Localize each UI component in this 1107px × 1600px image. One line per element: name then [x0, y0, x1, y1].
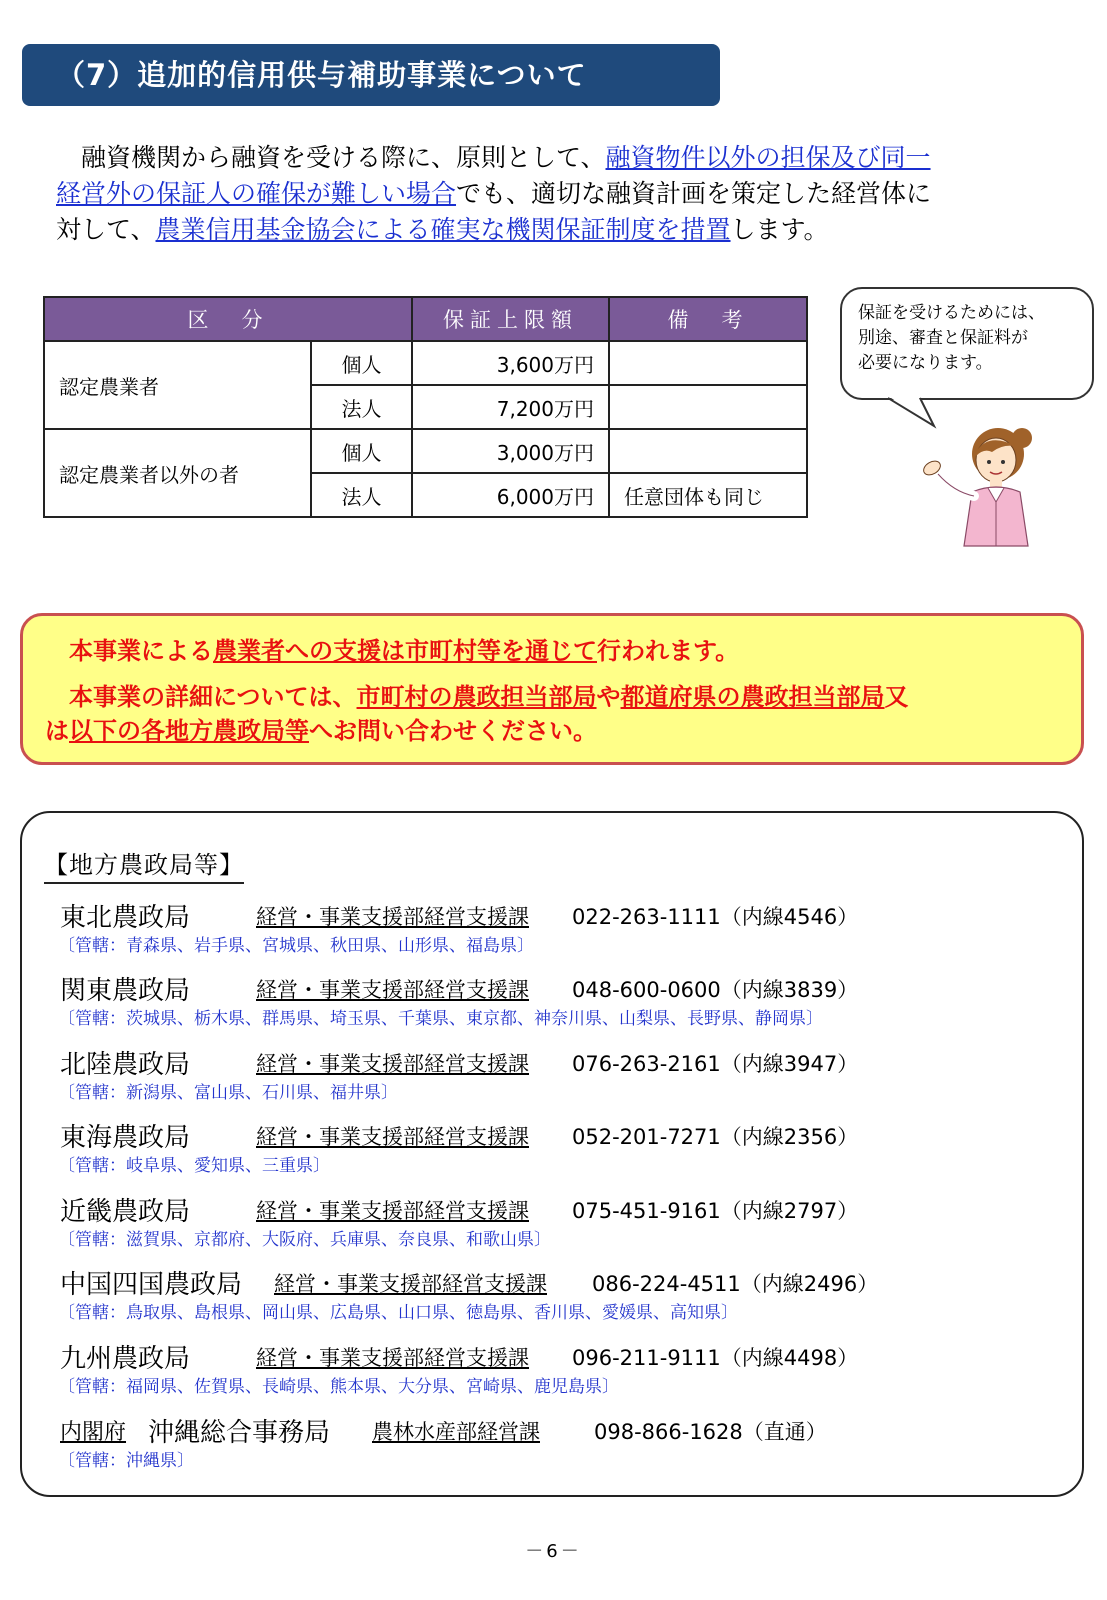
- office-phone: 052-201-7271（内線2356）: [572, 1125, 859, 1149]
- office-jurisdiction: 〔管轄：青森県、岩手県、宮城県、秋田県、山形県、福島県〕: [58, 936, 534, 956]
- notice-text: や: [596, 683, 621, 711]
- office-department: 経営・事業支援部経営支援課: [256, 978, 529, 1002]
- office-entry: [60, 1191, 1060, 1250]
- office-entry: [60, 1338, 1060, 1397]
- regional-offices-box: [20, 811, 1084, 1497]
- office-name: 近畿農政局: [60, 1197, 191, 1227]
- note-cell: 任意団体も同じ: [609, 473, 807, 517]
- office-department: 経営・事業支援部経営支援課: [256, 1346, 529, 1370]
- notice-text: 本事業による: [45, 637, 213, 665]
- office-name: 関東農政局: [60, 976, 191, 1006]
- office-prefix: 内閣府: [60, 1420, 127, 1445]
- amount-cell: 6,000万円: [412, 473, 609, 517]
- office-phone: 022-263-1111（内線4546）: [572, 905, 859, 929]
- header-category: 区 分: [44, 297, 412, 341]
- notice-highlight: 都道府県の農政担当部局: [620, 683, 885, 711]
- office-phone: 075-451-9161（内線2797）: [572, 1199, 859, 1223]
- office-entry: [60, 1264, 1060, 1323]
- office-jurisdiction: 〔管轄：滋賀県、京都府、大阪府、兵庫県、奈良県、和歌山県〕: [58, 1230, 551, 1250]
- notice-text: 本事業の詳細については、: [45, 683, 357, 711]
- intro-text: 対して、: [56, 215, 156, 244]
- notice-text: 行われます。: [597, 637, 740, 665]
- office-department: 経営・事業支援部経営支援課: [256, 1199, 529, 1223]
- office-phone: 076-263-2161（内線3947）: [572, 1052, 859, 1076]
- notice-highlight: 以下の各地方農政局等: [69, 717, 309, 745]
- office-entry: [60, 970, 1060, 1029]
- intro-text: でも、適切な融資計画を策定した経営体に: [456, 179, 932, 208]
- office-name: 東北農政局: [60, 903, 191, 933]
- intro-highlight: 融資物件以外の担保及び同一: [605, 143, 931, 172]
- notice-box: [20, 613, 1084, 765]
- notice-text: は: [45, 717, 69, 745]
- office-jurisdiction: 〔管轄：岐阜県、愛知県、三重県〕: [58, 1156, 330, 1176]
- office-jurisdiction: 〔管轄：鳥取県、島根県、岡山県、広島県、山口県、徳島県、香川県、愛媛県、高知県〕: [58, 1303, 738, 1323]
- intro-paragraph: [56, 140, 1056, 248]
- office-phone: 098-866-1628（直通）: [594, 1420, 827, 1444]
- amount-cell: 3,000万円: [412, 429, 609, 473]
- intro-highlight: 農業信用基金協会による確実な機関保証制度を措置: [155, 215, 731, 244]
- page-number: －6－: [525, 1541, 582, 1562]
- note-cell: [609, 341, 807, 385]
- office-department: 経営・事業支援部経営支援課: [256, 1052, 529, 1076]
- notice-highlight: 農業者への支援は市町村等を通じて: [213, 637, 597, 665]
- office-department: 農林水産部経営課: [372, 1420, 540, 1444]
- section-title: （7）追加的信用供与補助事業について: [22, 44, 720, 106]
- office-jurisdiction: 〔管轄：福岡県、佐賀県、長崎県、熊本県、大分県、宮崎県、鹿児島県〕: [58, 1377, 619, 1397]
- advisor-illustration-icon: [918, 422, 1048, 552]
- amount-cell: 3,600万円: [412, 341, 609, 385]
- type-cell: 個人: [311, 429, 412, 473]
- office-jurisdiction: 〔管轄：茨城県、栃木県、群馬県、埼玉県、千葉県、東京都、神奈川県、山梨県、長野県、静岡県〕: [58, 1009, 823, 1029]
- intro-highlight: 経営外の保証人の確保が難しい場合: [56, 179, 457, 208]
- table-row: [44, 429, 807, 473]
- header-amount: 保証上限額: [412, 297, 609, 341]
- office-entry: [60, 1044, 1060, 1103]
- office-name: 北陸農政局: [60, 1050, 191, 1080]
- offices-title: 【地方農政局等】: [44, 845, 244, 884]
- type-cell: 法人: [311, 473, 412, 517]
- category-cell: 認定農業者: [44, 341, 311, 429]
- type-cell: 個人: [311, 341, 412, 385]
- office-jurisdiction: 〔管轄：沖縄県〕: [58, 1451, 194, 1471]
- bubble-text: 別途、審査と保証料が: [858, 328, 1028, 348]
- table-header-row: [44, 297, 807, 341]
- office-entry: [60, 1117, 1060, 1176]
- note-cell: [609, 429, 807, 473]
- office-jurisdiction: 〔管轄：新潟県、富山県、石川県、福井県〕: [58, 1083, 398, 1103]
- guarantee-limit-table: [43, 296, 808, 518]
- office-phone: 096-211-9111（内線4498）: [572, 1346, 859, 1370]
- office-department: 経営・事業支援部経営支援課: [256, 1125, 529, 1149]
- office-department: 経営・事業支援部経営支援課: [256, 905, 529, 929]
- bubble-text: 保証を受けるためには、: [858, 303, 1045, 323]
- amount-cell: 7,200万円: [412, 385, 609, 429]
- office-name: 沖縄総合事務局: [148, 1418, 331, 1448]
- office-name: 中国四国農政局: [60, 1270, 243, 1300]
- office-entry: [60, 897, 1060, 956]
- notice-text: へお問い合わせください。: [309, 717, 597, 745]
- type-cell: 法人: [311, 385, 412, 429]
- office-phone: 086-224-4511（内線2496）: [592, 1272, 879, 1296]
- office-department: 経営・事業支援部経営支援課: [274, 1272, 547, 1296]
- header-note: 備 考: [609, 297, 807, 341]
- office-name: 東海農政局: [60, 1123, 191, 1153]
- office-name: 九州農政局: [60, 1344, 191, 1374]
- speech-bubble: [840, 287, 1094, 400]
- bubble-text: 必要になります。: [858, 353, 993, 373]
- intro-text: します。: [730, 215, 829, 244]
- intro-text: 融資機関から融資を受ける際に、原則として、: [56, 143, 606, 172]
- office-phone: 048-600-0600（内線3839）: [572, 978, 859, 1002]
- office-entry: [60, 1412, 1060, 1471]
- notice-highlight: 市町村の農政担当部局: [356, 683, 597, 711]
- table-row: [44, 341, 807, 385]
- category-cell: 認定農業者以外の者: [44, 429, 311, 517]
- notice-text: 又: [884, 683, 909, 711]
- note-cell: [609, 385, 807, 429]
